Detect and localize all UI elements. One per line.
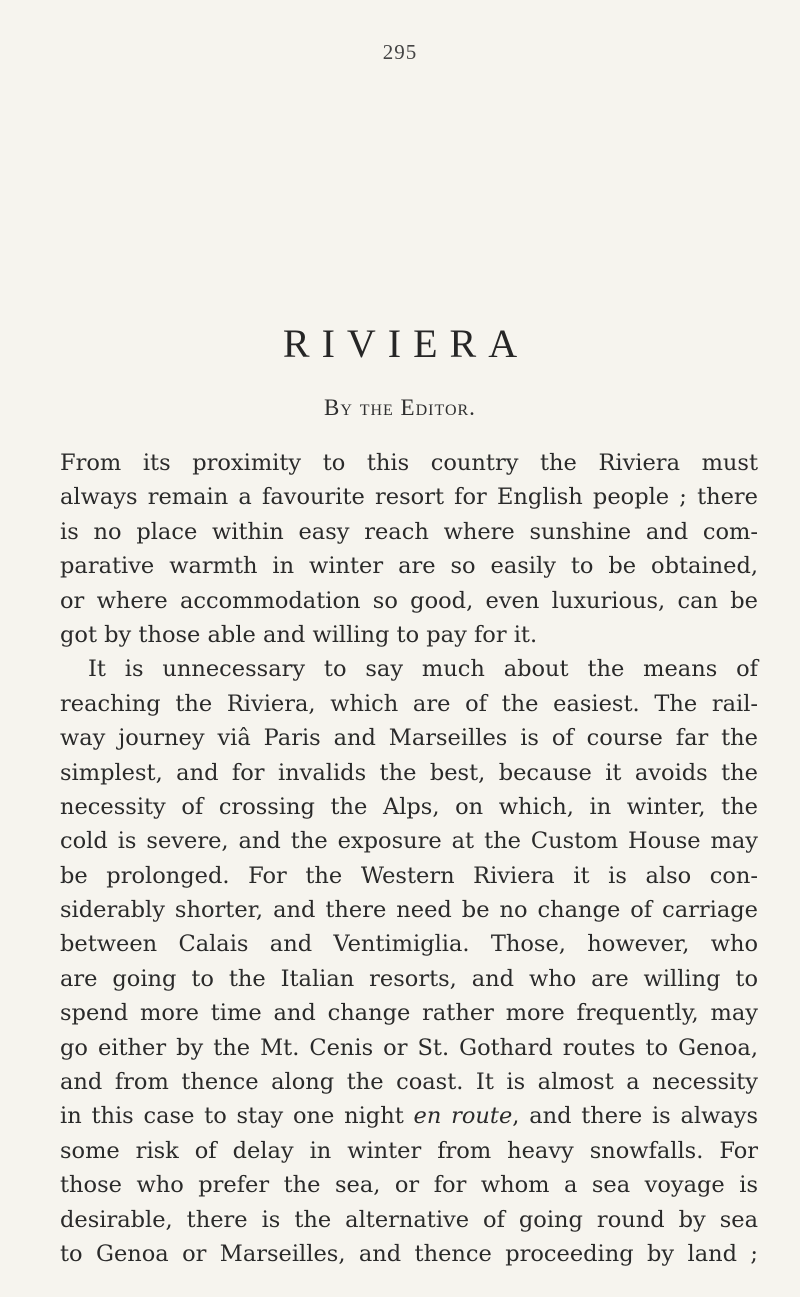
byline-text: By the Editor. [324,395,476,420]
text-line: always remain a favourite resort for English people ; there [60,484,758,511]
paragraph-1 [60,446,758,652]
text-segment: , and there is always [512,1103,759,1130]
page-number: 295 [382,40,418,64]
byline [0,395,800,421]
italic-phrase: en route [413,1103,513,1130]
text-line: got by those able and willing to pay for it. [60,621,538,648]
text-segment: in this case to stay one night [60,1103,404,1130]
text-line: between Calais and Ventimiglia. Those, however, who [60,931,758,958]
text-line: go either by the Mt. Cenis or St. Gothard routes to Genoa, [60,1034,758,1061]
text-line: those who prefer the sea, or for whom a sea voyage is [60,1172,758,1199]
text-line: some risk of delay in winter from heavy snowfalls. For [60,1137,758,1164]
text-line: simplest, and for invalids the best, because it avoids the [60,759,758,786]
text-line: spend more time and change rather more frequently, may [60,1000,758,1027]
text-line: be prolonged. For the Western Riviera it is also con- [60,862,758,889]
text-line: way journey viâ Paris and Marseilles is of course far the [60,725,758,752]
paragraph-2 [60,652,758,1271]
text-line: is no place within easy reach where sunshine and com- [60,518,758,545]
article-title: RIVIERA [282,321,530,366]
text-line: are going to the Italian resorts, and who are willing to [60,965,758,992]
text-line: and from thence along the coast. It is almost a necessity [60,1069,758,1096]
text-line [60,1099,758,1133]
text-line: to Genoa or Marseilles, and thence proceeding by land ; [60,1240,758,1267]
text-line: siderably shorter, and there need be no change of carriage [60,897,758,924]
text-line: necessity of crossing the Alps, on which, in winter, the [60,793,758,820]
text-line: reaching the Riviera, which are of the easiest. The rail- [60,690,758,717]
text-line: cold is severe, and the exposure at the Custom House may [60,828,758,855]
text-line: From its proximity to this country the Riviera must [60,450,758,476]
article-body [60,446,758,1271]
text-line: or where accommodation so good, even luxurious, can be [60,587,758,614]
text-line: It is unnecessary to say much about the means of [88,656,758,683]
text-line: desirable, there is the alternative of going round by sea [60,1206,758,1233]
text-line: parative warmth in winter are so easily to be obtained, [60,553,758,580]
